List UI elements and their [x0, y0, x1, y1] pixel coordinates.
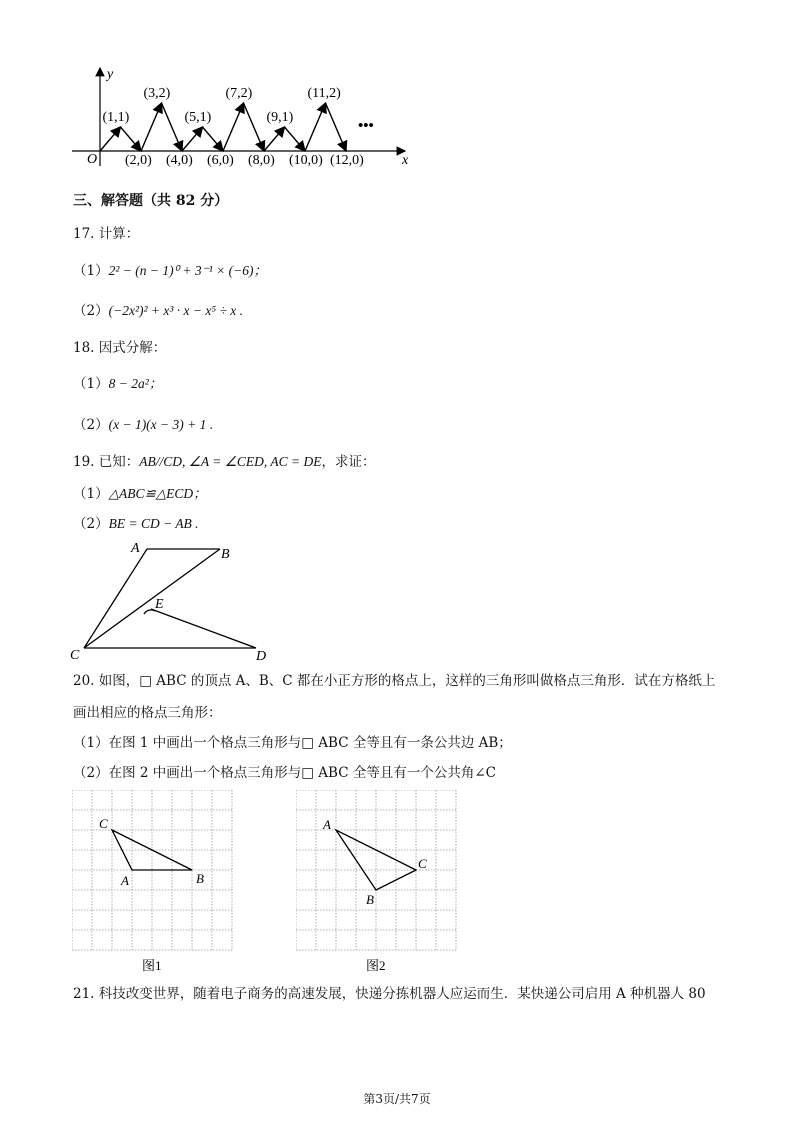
origin-label: O	[87, 152, 98, 167]
q17-title: 17. 计算：	[73, 226, 140, 242]
q20-line2: 画出相应的格点三角形：	[73, 705, 222, 721]
q17-part2	[73, 302, 243, 320]
label-a: A	[131, 541, 140, 556]
q17-part2-expr: (−2x²)² + x³ · x − x⁵ ÷ x .	[108, 303, 243, 318]
q19-geometry-figure	[68, 538, 278, 664]
zigzag-arrow	[141, 103, 162, 151]
zigzag-arrow	[162, 103, 183, 151]
zigzag-arrow	[121, 127, 142, 151]
base-label: (10,0)	[289, 153, 323, 168]
figure-caption: 图2	[366, 958, 386, 973]
label-b: B	[196, 871, 204, 886]
label-c: C	[70, 648, 80, 663]
peak-label: (5,1)	[184, 110, 212, 125]
zigzag-arrow	[264, 127, 285, 151]
zigzag-arrow	[305, 103, 326, 151]
x-axis-label: x	[402, 153, 409, 168]
base-label: (8,0)	[248, 153, 275, 168]
q19-part2-label: （2）	[73, 516, 109, 532]
q21-text: 21. 科技改变世界，随着电子商务的高速发展，快递分拣机器人应运而生．某快递公司启用 A 种机器人 80	[73, 986, 706, 1002]
q18-part2-label: （2）	[73, 417, 109, 433]
zigzag-arrow	[182, 127, 203, 151]
page-footer: 第3页/共7页	[363, 1092, 431, 1106]
q19-part2	[73, 515, 199, 533]
q19-condition: AB//CD, ∠A = ∠CED, AC = DE	[139, 454, 322, 469]
zigzag-arrow	[285, 127, 306, 151]
q18-part1	[73, 375, 162, 393]
q18-title: 18. 因式分解：	[73, 340, 167, 356]
peak-label: (1,1)	[102, 110, 130, 125]
base-label: (2,0)	[125, 153, 152, 168]
grid-lines	[296, 790, 456, 950]
q17-part2-label: （2）	[73, 303, 109, 319]
peak-label: (9,1)	[266, 110, 294, 125]
q17-part1	[73, 262, 267, 280]
q19-title	[73, 453, 375, 471]
zigzag-coordinate-figure	[70, 62, 420, 172]
q19-part1	[73, 485, 207, 503]
segment-ac	[84, 549, 147, 648]
q20-part2: （2）在图 2 中画出一个格点三角形与□ ABC 全等且有一个公共角∠C	[73, 765, 496, 781]
peak-labels	[103, 86, 342, 125]
base-label: (4,0)	[166, 153, 193, 168]
angle-mark-e	[144, 610, 155, 614]
zigzag-arrow	[100, 127, 121, 151]
q19-title-suffix: ，求证：	[321, 454, 376, 470]
label-e: E	[155, 597, 164, 612]
zigzag-arrow	[326, 103, 347, 151]
base-labels	[125, 153, 364, 168]
segment-ed	[151, 609, 256, 648]
segment-cb	[84, 549, 220, 648]
zigzag-arrow	[244, 103, 265, 151]
label-c: C	[99, 816, 108, 831]
zigzag-arrow	[203, 127, 224, 151]
q18-part2	[73, 416, 213, 434]
q20-part1: （1）在图 1 中画出一个格点三角形与□ ABC 全等且有一条公共边 AB；	[73, 735, 512, 751]
q18-part1-label: （1）	[73, 376, 109, 392]
grid-figure-1	[72, 790, 234, 976]
label-b: B	[366, 892, 374, 907]
q17-part1-label: （1）	[73, 263, 109, 279]
q19-part1-expr: △ABC≌△ECD；	[108, 486, 207, 501]
label-a: A	[323, 817, 331, 832]
base-label: (12,0)	[330, 153, 364, 168]
label-a: A	[121, 873, 129, 888]
peak-label: (3,2)	[143, 86, 171, 101]
section-heading: 三、解答题（共 82 分）	[73, 193, 229, 209]
ellipsis: •••	[358, 118, 374, 134]
figure-caption: 图1	[142, 958, 162, 973]
label-d: D	[256, 649, 267, 664]
grid-figure-2	[296, 790, 458, 976]
q18-part1-expr: 8 − 2a²；	[108, 376, 163, 391]
q19-part2-expr: BE = CD − AB .	[108, 516, 199, 531]
label-b: B	[221, 547, 230, 562]
zigzag-path	[100, 103, 346, 151]
y-axis-label: y	[107, 67, 114, 82]
peak-label: (7,2)	[225, 86, 253, 101]
q19-part1-label: （1）	[73, 486, 109, 502]
q19-title-prefix: 19. 已知：	[73, 454, 140, 470]
q17-part1-expr: 2² − (n − 1)⁰ + 3⁻¹ × (−6)；	[108, 263, 268, 278]
base-label: (6,0)	[207, 153, 234, 168]
q18-part2-expr: (x − 1)(x − 3) + 1 .	[108, 417, 214, 432]
zigzag-arrow	[223, 103, 244, 151]
q20-line1: 20. 如图，□ ABC 的顶点 A、B、C 都在小正方形的格点上，这样的三角形叫做格点三角形．试在方格纸上	[73, 673, 716, 689]
peak-label: (11,2)	[307, 86, 341, 101]
label-c: C	[418, 856, 427, 871]
